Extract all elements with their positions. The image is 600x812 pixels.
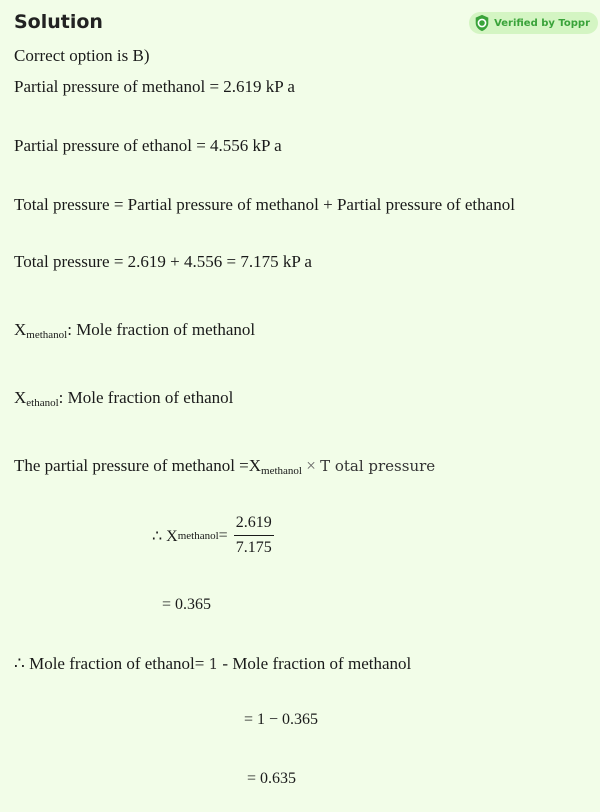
x-methanol-description: : Mole fraction of methanol xyxy=(67,320,256,339)
ethanol-result: = 0.635 xyxy=(247,770,297,787)
fraction xyxy=(234,514,274,557)
therefore-symbol: ∴ xyxy=(14,654,25,673)
pp-methanol-line: Partial pressure of methanol = 2.619 kP a xyxy=(14,77,295,96)
methanol-result: = 0.365 xyxy=(162,596,212,613)
correct-option: Correct option is B) xyxy=(14,46,150,65)
ethanol-subscript: ethanol xyxy=(26,397,59,409)
x-ethanol-definition xyxy=(14,388,233,409)
methanol-subscript: methanol xyxy=(26,329,68,341)
shield-check-icon xyxy=(473,14,491,32)
methanol-subscript: methanol xyxy=(261,465,302,477)
ethanol-statement-one: 1 xyxy=(208,655,219,673)
x-symbol: X xyxy=(14,320,27,339)
solution-title: Solution xyxy=(14,11,103,33)
equation-suffix: T otal pressure xyxy=(320,457,436,475)
total-pressure-definition: Total pressure = Partial pressure of methanol + Partial pressure of ethanol xyxy=(14,195,515,214)
x-methanol-definition xyxy=(14,320,255,341)
mole-fraction-equation xyxy=(152,514,274,557)
ethanol-calc: = 1 − 0.365 xyxy=(244,711,319,728)
x-symbol: X xyxy=(14,388,27,407)
solution-header xyxy=(14,10,600,38)
ethanol-statement-rest: - Mole fraction of methanol xyxy=(218,654,412,673)
verified-badge-label: Verified by Toppr xyxy=(494,17,590,29)
ethanol-statement-text: Mole fraction of ethanol= xyxy=(24,654,209,673)
fraction-denominator: 7.175 xyxy=(235,539,272,556)
verified-badge xyxy=(469,12,598,34)
x-ethanol-description: : Mole fraction of ethanol xyxy=(58,388,234,407)
pp-ethanol-line: Partial pressure of ethanol = 4.556 kP a xyxy=(14,136,282,155)
equation-prefix: The partial pressure of methanol =X xyxy=(14,456,262,475)
equals-sign: = xyxy=(218,526,228,544)
partial-pressure-equation xyxy=(14,456,435,477)
ethanol-fraction-statement xyxy=(14,654,411,674)
therefore-x: ∴ X xyxy=(152,527,178,545)
total-pressure-calc: Total pressure = 2.619 + 4.556 = 7.175 kP a xyxy=(14,252,312,271)
fraction-numerator: 2.619 xyxy=(234,514,274,536)
multiply-sign: × xyxy=(301,456,321,475)
methanol-subscript: methanol xyxy=(177,529,219,542)
